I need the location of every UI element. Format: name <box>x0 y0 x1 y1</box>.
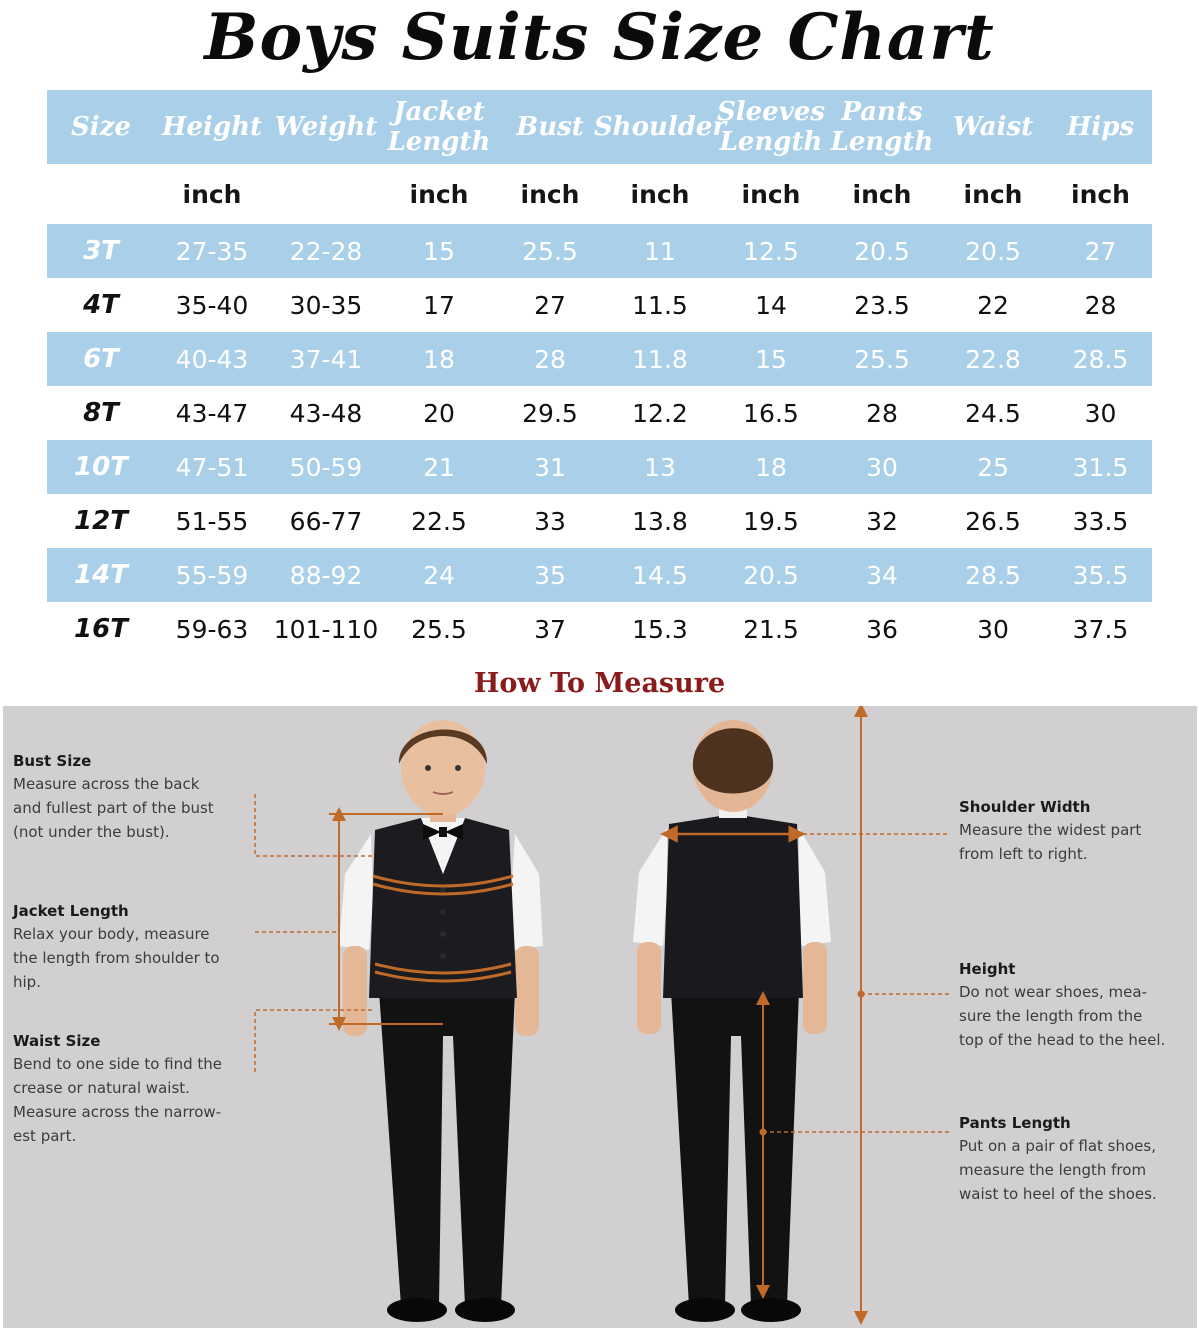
column-header <box>1049 90 1152 164</box>
column-header <box>495 90 605 164</box>
note-jacket-length <box>13 900 245 994</box>
table-cell: 20.5 <box>743 560 799 590</box>
table-cell: 43-47 <box>175 398 249 428</box>
table-cell: 35-40 <box>175 290 249 320</box>
column-header <box>593 90 727 164</box>
note-line: (not under the bust). <box>13 823 170 841</box>
note-shoulder-width <box>959 796 1191 866</box>
table-cell: 28 <box>1084 290 1117 320</box>
chart-title: Boys Suits Size Chart <box>204 0 995 75</box>
table-cell: 35 <box>534 560 566 590</box>
column-header-label: Length <box>387 127 491 157</box>
measure-heading: How To Measure <box>473 668 726 699</box>
back-view-boy-illustration <box>633 720 831 1322</box>
table-cell: 19.5 <box>743 506 799 536</box>
note-title: Jacket Length <box>13 902 129 920</box>
unit-cell: inch <box>630 179 690 209</box>
table-cell: 12.5 <box>743 236 799 266</box>
table-cell: 25.5 <box>522 236 578 266</box>
table-cell: 37.5 <box>1072 614 1129 644</box>
column-header <box>937 90 1049 164</box>
table-cell: 27 <box>534 290 566 320</box>
table-cell: 11.8 <box>632 344 688 374</box>
column-header <box>715 90 827 164</box>
table-cell: 13.8 <box>632 506 688 536</box>
unit-cell <box>47 164 155 224</box>
table-cell: 66-77 <box>289 506 363 536</box>
table-cell: 31 <box>534 452 566 482</box>
table-cell: 14.5 <box>632 560 688 590</box>
table-cell: 30-35 <box>289 290 363 320</box>
table-cell: 25.5 <box>411 614 467 644</box>
table-cell: 27-35 <box>175 236 249 266</box>
note-line: Measure the widest part <box>959 821 1142 839</box>
table-cell: 16.5 <box>743 398 799 428</box>
column-header-label: Height <box>161 112 263 142</box>
table-cell: 20.5 <box>854 236 910 266</box>
note-pants-length <box>959 1112 1191 1206</box>
column-header-label: Pants <box>841 97 923 127</box>
table-cell: 37 <box>534 614 566 644</box>
table-cell: 37-41 <box>289 344 363 374</box>
table-cell: 21 <box>423 452 455 482</box>
table-row <box>47 440 1152 494</box>
table-cell: 30 <box>866 452 898 482</box>
table-cell: 29.5 <box>522 398 578 428</box>
note-line: measure the length from <box>959 1161 1147 1179</box>
unit-cell: inch <box>741 179 801 209</box>
column-header-label: Length <box>719 127 823 157</box>
table-row <box>47 278 1152 332</box>
unit-cell: inch <box>520 179 580 209</box>
size-label: 12T <box>74 506 128 536</box>
table-cell: 22-28 <box>289 236 363 266</box>
column-header <box>269 90 383 164</box>
table-cell: 21.5 <box>743 614 799 644</box>
note-bust <box>13 750 245 844</box>
table-cell: 34 <box>866 560 898 590</box>
table-cell: 18 <box>755 452 787 482</box>
table-cell: 30 <box>1084 398 1117 428</box>
size-label: 16T <box>74 614 128 644</box>
table-cell: 15 <box>423 236 455 266</box>
column-header-label: Bust <box>516 112 584 142</box>
table-cell: 59-63 <box>175 614 249 644</box>
table-cell: 36 <box>866 614 898 644</box>
table-cell: 28 <box>866 398 898 428</box>
table-units-row <box>47 164 1152 224</box>
table-cell: 30 <box>977 614 1009 644</box>
note-line: sure the length from the <box>959 1007 1143 1025</box>
column-header-label: Length <box>830 127 934 157</box>
table-cell: 101-110 <box>273 614 379 644</box>
note-title: Height <box>959 960 1016 978</box>
size-label: 14T <box>74 560 128 590</box>
table-cell: 22.8 <box>965 344 1021 374</box>
front-view-boy-illustration <box>339 720 543 1322</box>
unit-cell: inch <box>852 179 912 209</box>
note-title: Bust Size <box>13 752 92 770</box>
unit-cell: inch <box>1071 179 1130 209</box>
unit-cell: inch <box>182 179 242 209</box>
table-cell: 88-92 <box>289 560 363 590</box>
table-cell: 33 <box>534 506 566 536</box>
unit-cell: inch <box>963 179 1023 209</box>
size-label: 4T <box>83 290 119 320</box>
table-cell: 32 <box>866 506 898 536</box>
note-line: the length from shoulder to <box>13 949 220 967</box>
note-line: crease or natural waist. <box>13 1079 190 1097</box>
note-line: est part. <box>13 1127 77 1145</box>
table-cell: 43-48 <box>289 398 363 428</box>
column-header-label: Jacket <box>393 97 485 127</box>
size-label: 8T <box>83 398 119 428</box>
note-height <box>959 958 1191 1052</box>
table-row <box>47 224 1152 278</box>
table-cell: 22 <box>977 290 1009 320</box>
column-header <box>155 90 269 164</box>
column-header-label: Weight <box>274 112 378 142</box>
table-cell: 14 <box>755 290 787 320</box>
column-header <box>383 90 495 164</box>
table-cell: 11 <box>644 236 676 266</box>
note-line: top of the head to the heel. <box>959 1031 1166 1049</box>
unit-cell <box>269 164 383 224</box>
table-row <box>47 386 1152 440</box>
table-cell: 25 <box>977 452 1009 482</box>
table-cell: 20 <box>423 398 455 428</box>
table-cell: 20.5 <box>965 236 1021 266</box>
table-cell: 47-51 <box>175 452 249 482</box>
size-label: 10T <box>74 452 128 482</box>
table-cell: 35.5 <box>1072 560 1129 590</box>
size-label: 6T <box>83 344 119 374</box>
table-cell: 22.5 <box>411 506 467 536</box>
unit-cell: inch <box>409 179 469 209</box>
measure-panel <box>3 706 1197 1328</box>
column-header <box>827 90 937 164</box>
table-cell: 40-43 <box>175 344 249 374</box>
table-cell: 28.5 <box>1072 344 1129 374</box>
note-line: and fullest part of the bust <box>13 799 214 817</box>
column-header-label: Sleeves <box>716 97 826 127</box>
size-table <box>47 90 1152 656</box>
note-line: Relax your body, measure <box>13 925 210 943</box>
table-cell: 26.5 <box>965 506 1021 536</box>
table-row <box>47 332 1152 386</box>
table-cell: 24.5 <box>965 398 1021 428</box>
column-header-label: Hips <box>1066 112 1135 142</box>
column-header-label: Size <box>71 112 131 142</box>
note-line: Measure across the back <box>13 775 200 793</box>
note-line: waist to heel of the shoes. <box>959 1185 1157 1203</box>
table-cell: 15 <box>755 344 787 374</box>
table-cell: 13 <box>644 452 676 482</box>
table-cell: 33.5 <box>1072 506 1129 536</box>
note-line: Do not wear shoes, mea- <box>959 983 1147 1001</box>
table-cell: 28.5 <box>965 560 1021 590</box>
table-row <box>47 494 1152 548</box>
table-row <box>47 548 1152 602</box>
table-cell: 11.5 <box>632 290 688 320</box>
note-title: Pants Length <box>959 1114 1071 1132</box>
note-title: Waist Size <box>13 1032 101 1050</box>
column-header-label: Waist <box>952 112 1034 142</box>
note-line: hip. <box>13 973 41 991</box>
table-header-row <box>47 90 1152 164</box>
column-header-label: Shoulder <box>593 112 727 142</box>
note-line: Measure across the narrow- <box>13 1103 222 1121</box>
size-label: 3T <box>83 236 119 266</box>
column-header <box>47 90 155 164</box>
table-cell: 55-59 <box>175 560 249 590</box>
table-cell: 18 <box>423 344 455 374</box>
table-cell: 12.2 <box>632 398 688 428</box>
note-title: Shoulder Width <box>959 798 1091 816</box>
note-waist <box>13 1030 253 1148</box>
table-cell: 31.5 <box>1072 452 1129 482</box>
table-row <box>47 602 1152 656</box>
note-line: from left to right. <box>959 845 1088 863</box>
table-cell: 51-55 <box>175 506 249 536</box>
table-cell: 17 <box>423 290 455 320</box>
table-cell: 24 <box>423 560 455 590</box>
table-cell: 23.5 <box>854 290 910 320</box>
table-cell: 50-59 <box>289 452 363 482</box>
table-cell: 27 <box>1084 236 1117 266</box>
table-cell: 28 <box>534 344 566 374</box>
note-line: Bend to one side to find the <box>13 1055 223 1073</box>
table-cell: 25.5 <box>854 344 910 374</box>
note-line: Put on a pair of flat shoes, <box>959 1137 1156 1155</box>
table-cell: 15.3 <box>632 614 688 644</box>
